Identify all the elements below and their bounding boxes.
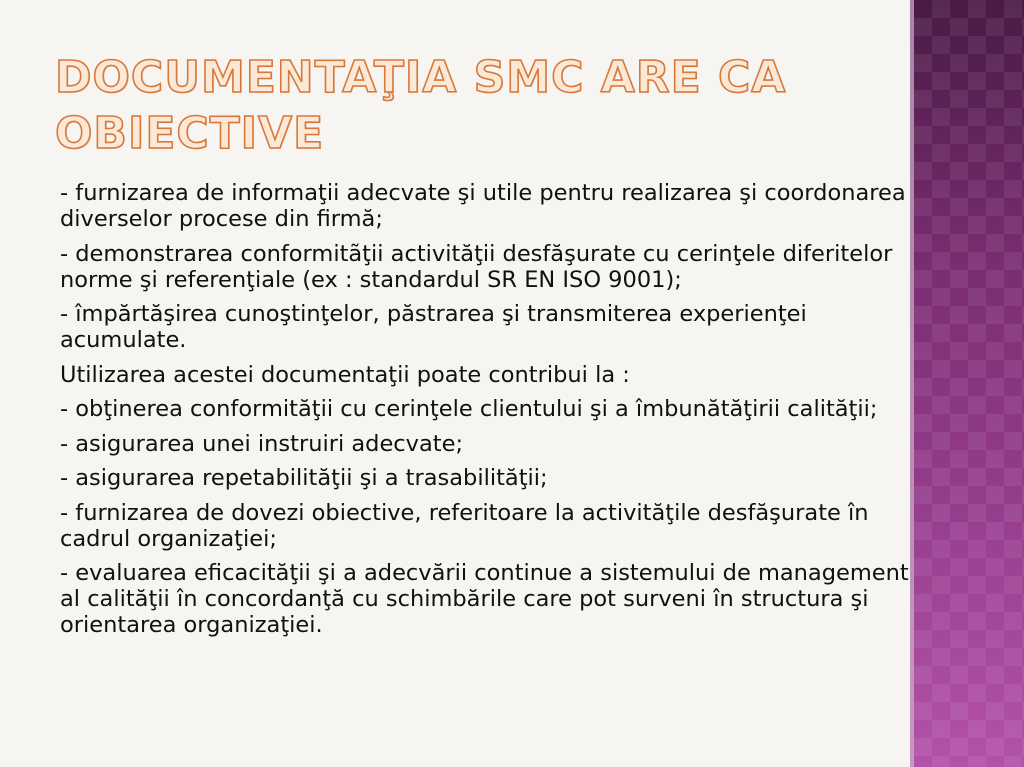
slide-title: DOCUMENTAŢIA SMC ARE CA OBIECTIVE: [55, 52, 787, 159]
body-paragraph: - furnizarea de informaţii adecvate şi utile pentru realizarea şi coordonarea diverselor procese din firmă;: [60, 180, 906, 232]
body-paragraph: Utilizarea acestei documentaţii poate contribui la :: [60, 361, 630, 388]
body-paragraph: - demonstrarea conformitãţii activităţii desfăşurate cu cerinţele diferitelor norme şi referenţiale (ex : standardul SR EN ISO 9001);: [60, 240, 893, 293]
body-paragraph: - evaluarea eficacităţii şi a adecvării continue a sistemului de management al calităţii în concordanţă cu schimbările care pot surveni în structura şi orientarea organizaţiei.: [60, 560, 909, 638]
decorative-side-band: [914, 0, 1024, 767]
body-paragraph: - asigurarea repetabilităţii şi a trasabilităţii;: [60, 465, 548, 491]
slide-body: [60, 180, 920, 647]
body-paragraph: - furnizarea de dovezi obiective, referitoare la activităţile desfăşurate în cadrul organizaţiei;: [60, 499, 869, 552]
body-paragraph: - obţinerea conformităţii cu cerinţele clientului şi a îmbunătăţirii calităţii;: [60, 396, 878, 422]
body-paragraph: - asigurarea unei instruiri adecvate;: [60, 430, 464, 457]
body-paragraph: - împărtăşirea cunoştinţelor, păstrarea şi transmiterea experienţei acumulate.: [60, 301, 807, 353]
